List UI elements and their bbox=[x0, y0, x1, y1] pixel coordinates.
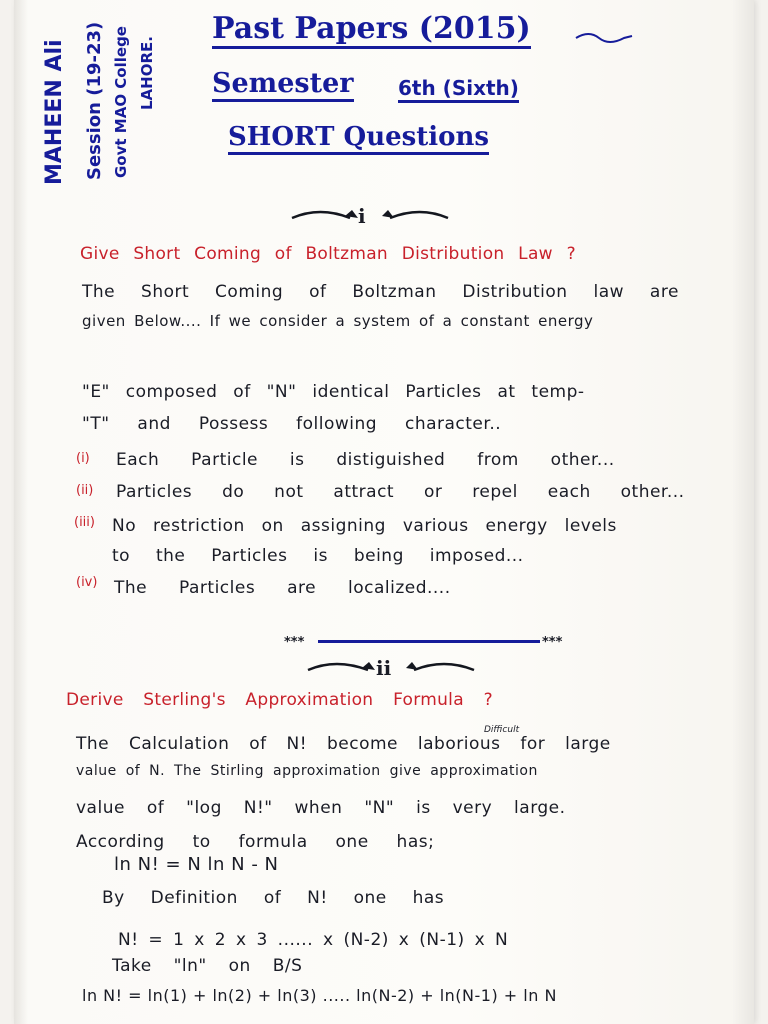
section-title: SHORT Questions bbox=[228, 124, 489, 155]
point-4-text: The Particles are localized.... bbox=[114, 578, 451, 598]
notebook-page bbox=[14, 0, 754, 1024]
college: Govt MAO College bbox=[112, 26, 130, 178]
answer-1-line-1: The Short Coming of Boltzman Distribution law are bbox=[82, 282, 679, 302]
difficult-note: Difficult bbox=[484, 725, 520, 735]
page-title: Past Papers (2015) bbox=[212, 14, 531, 49]
answer-2-line-2: value of N. The Stirling approximation give approximation bbox=[76, 763, 538, 779]
divider-stars-right: *** bbox=[542, 635, 563, 650]
semester-label: Semester bbox=[212, 70, 354, 102]
point-3-continuation: to the Particles is being imposed... bbox=[112, 546, 524, 566]
ornament-label-1: i bbox=[358, 204, 366, 228]
point-1-text: Each Particle is distiguished from other... bbox=[116, 450, 615, 470]
ornament-divider-1 bbox=[290, 204, 450, 228]
semester-value: 6th (Sixth) bbox=[398, 78, 519, 103]
equation-2: N! = 1 x 2 x 3 ...... x (N-2) x (N-1) x N bbox=[118, 930, 509, 950]
equation-3: ln N! = ln(1) + ln(2) + ln(3) ..... ln(N-2) + ln(N-1) + ln N bbox=[82, 986, 557, 1005]
point-1-number: (i) bbox=[76, 451, 90, 466]
page-edge-shadow bbox=[732, 0, 754, 1024]
answer-2-line-1: The Calculation of N! become laborious for large bbox=[76, 734, 611, 754]
question-1: Give Short Coming of Boltzman Distribution Law ? bbox=[80, 244, 576, 264]
divider-stars-left: *** bbox=[284, 635, 305, 650]
divider-line bbox=[318, 640, 540, 643]
take-ln-line: Take "ln" on B/S bbox=[112, 956, 303, 976]
point-2-text: Particles do not attract or repel each other... bbox=[116, 482, 685, 502]
point-3-text: No restriction on assigning various energy levels bbox=[112, 516, 617, 536]
definition-line: By Definition of N! one has bbox=[102, 888, 445, 908]
answer-1-line-2: given Below.... If we consider a system of a constant energy bbox=[82, 312, 594, 330]
equation-1: ln N! = N ln N - N bbox=[114, 854, 279, 875]
point-2-number: (ii) bbox=[76, 483, 94, 498]
title-flourish bbox=[574, 28, 634, 48]
point-4-number: (iv) bbox=[76, 575, 98, 590]
answer-1-line-3: "E" composed of "N" identical Particles at temp- bbox=[82, 382, 585, 402]
author-name: MAHEEN Ali bbox=[42, 39, 67, 185]
question-2: Derive Sterling's Approximation Formula ? bbox=[66, 690, 493, 710]
point-3-number: (iii) bbox=[74, 515, 95, 530]
ornament-label-2: ii bbox=[376, 656, 392, 680]
answer-1-line-4: "T" and Possess following character.. bbox=[82, 414, 502, 434]
answer-2-line-3: value of "log N!" when "N" is very large. bbox=[76, 798, 566, 818]
answer-2-line-4: According to formula one has; bbox=[76, 832, 435, 852]
city: LAHORE. bbox=[138, 36, 156, 110]
session: Session (19-23) bbox=[84, 21, 105, 180]
